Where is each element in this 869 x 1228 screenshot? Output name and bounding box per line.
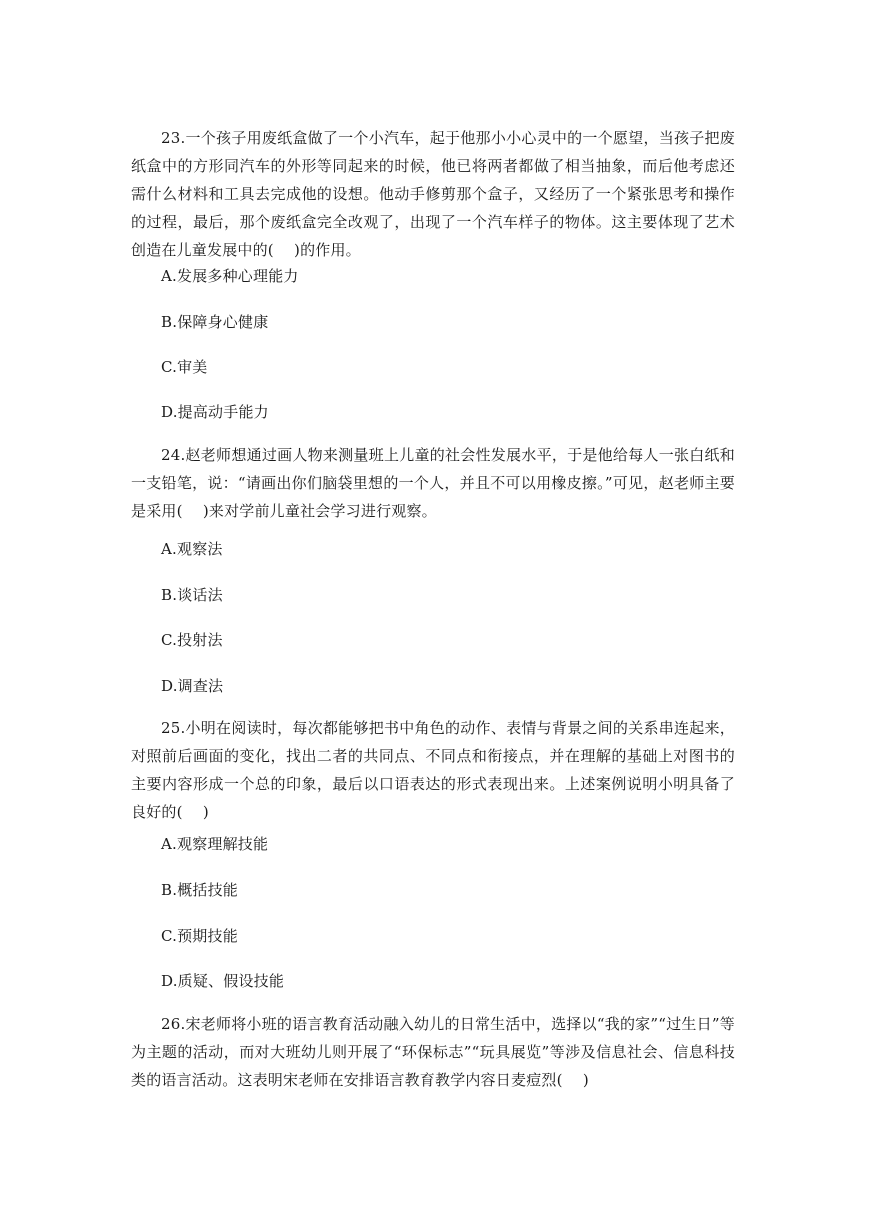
question-24-option-b: B.谈话法: [161, 586, 223, 604]
question-24-option-d: D.调查法: [161, 677, 224, 695]
question-24-stem: 24.赵老师想通过画人物来测量班上儿童的社会性发展水平，于是他给每人一张白纸和一支铅笔，说：“请画出你们脑袋里想的一个人，并且不可以用橡皮擦。”可见，赵老师主要是采用( )来对学前儿童社会学习进行观察。: [131, 446, 735, 520]
question-23-option-c: C.审美: [161, 358, 208, 376]
question-25-option-a: A.观察理解技能: [161, 835, 269, 853]
question-25-option-b: B.概括技能: [161, 881, 238, 899]
question-25-option-c: C.预期技能: [161, 927, 238, 945]
question-24-option-c: C.投射法: [161, 631, 223, 649]
question-25-stem: 25.小明在阅读时，每次都能够把书中角色的动作、表情与背景之间的关系串连起来，对照前后画面的变化，找出二者的共同点、不同点和衔接点，并在理解的基础上对图书的主要内容形成一个总的印象，最后以口语表达的形式表现出来。上述案例说明小明具备了良好的( ): [131, 719, 735, 821]
question-23-stem: 23.一个孩子用废纸盒做了一个小汽车，起于他那小小心灵中的一个愿望，当孩子把废纸盒中的方形同汽车的外形等同起来的时候，他已将两者都做了相当抽象，而后他考虑还需什么材料和工具去完成他的设想。他动手修剪那个盒子，又经历了一个紧张思考和操作的过程，最后，那个废纸盒完全改观了，出现了一个汽车样子的物体。这主要体现了艺术创造在儿童发展中的( )的作用。: [131, 129, 735, 259]
question-25-option-d: D.质疑、假设技能: [161, 972, 285, 990]
question-23-option-b: B.保障身心健康: [161, 313, 269, 331]
question-24-option-a: A.观察法: [161, 540, 223, 558]
question-23-option-d: D.提高动手能力: [161, 403, 269, 421]
question-23-option-a: A.发展多种心理能力: [161, 267, 299, 285]
question-26-stem: 26.宋老师将小班的语言教育活动融入幼儿的日常生活中，选择以“我的家”“过生日”等为主题的活动，而对大班幼儿则开展了“环保标志”“玩具展览”等涉及信息社会、信息科技类的语言活动。这表明宋老师在安排语言教育教学内容日麦痘烈( ): [131, 1015, 735, 1089]
